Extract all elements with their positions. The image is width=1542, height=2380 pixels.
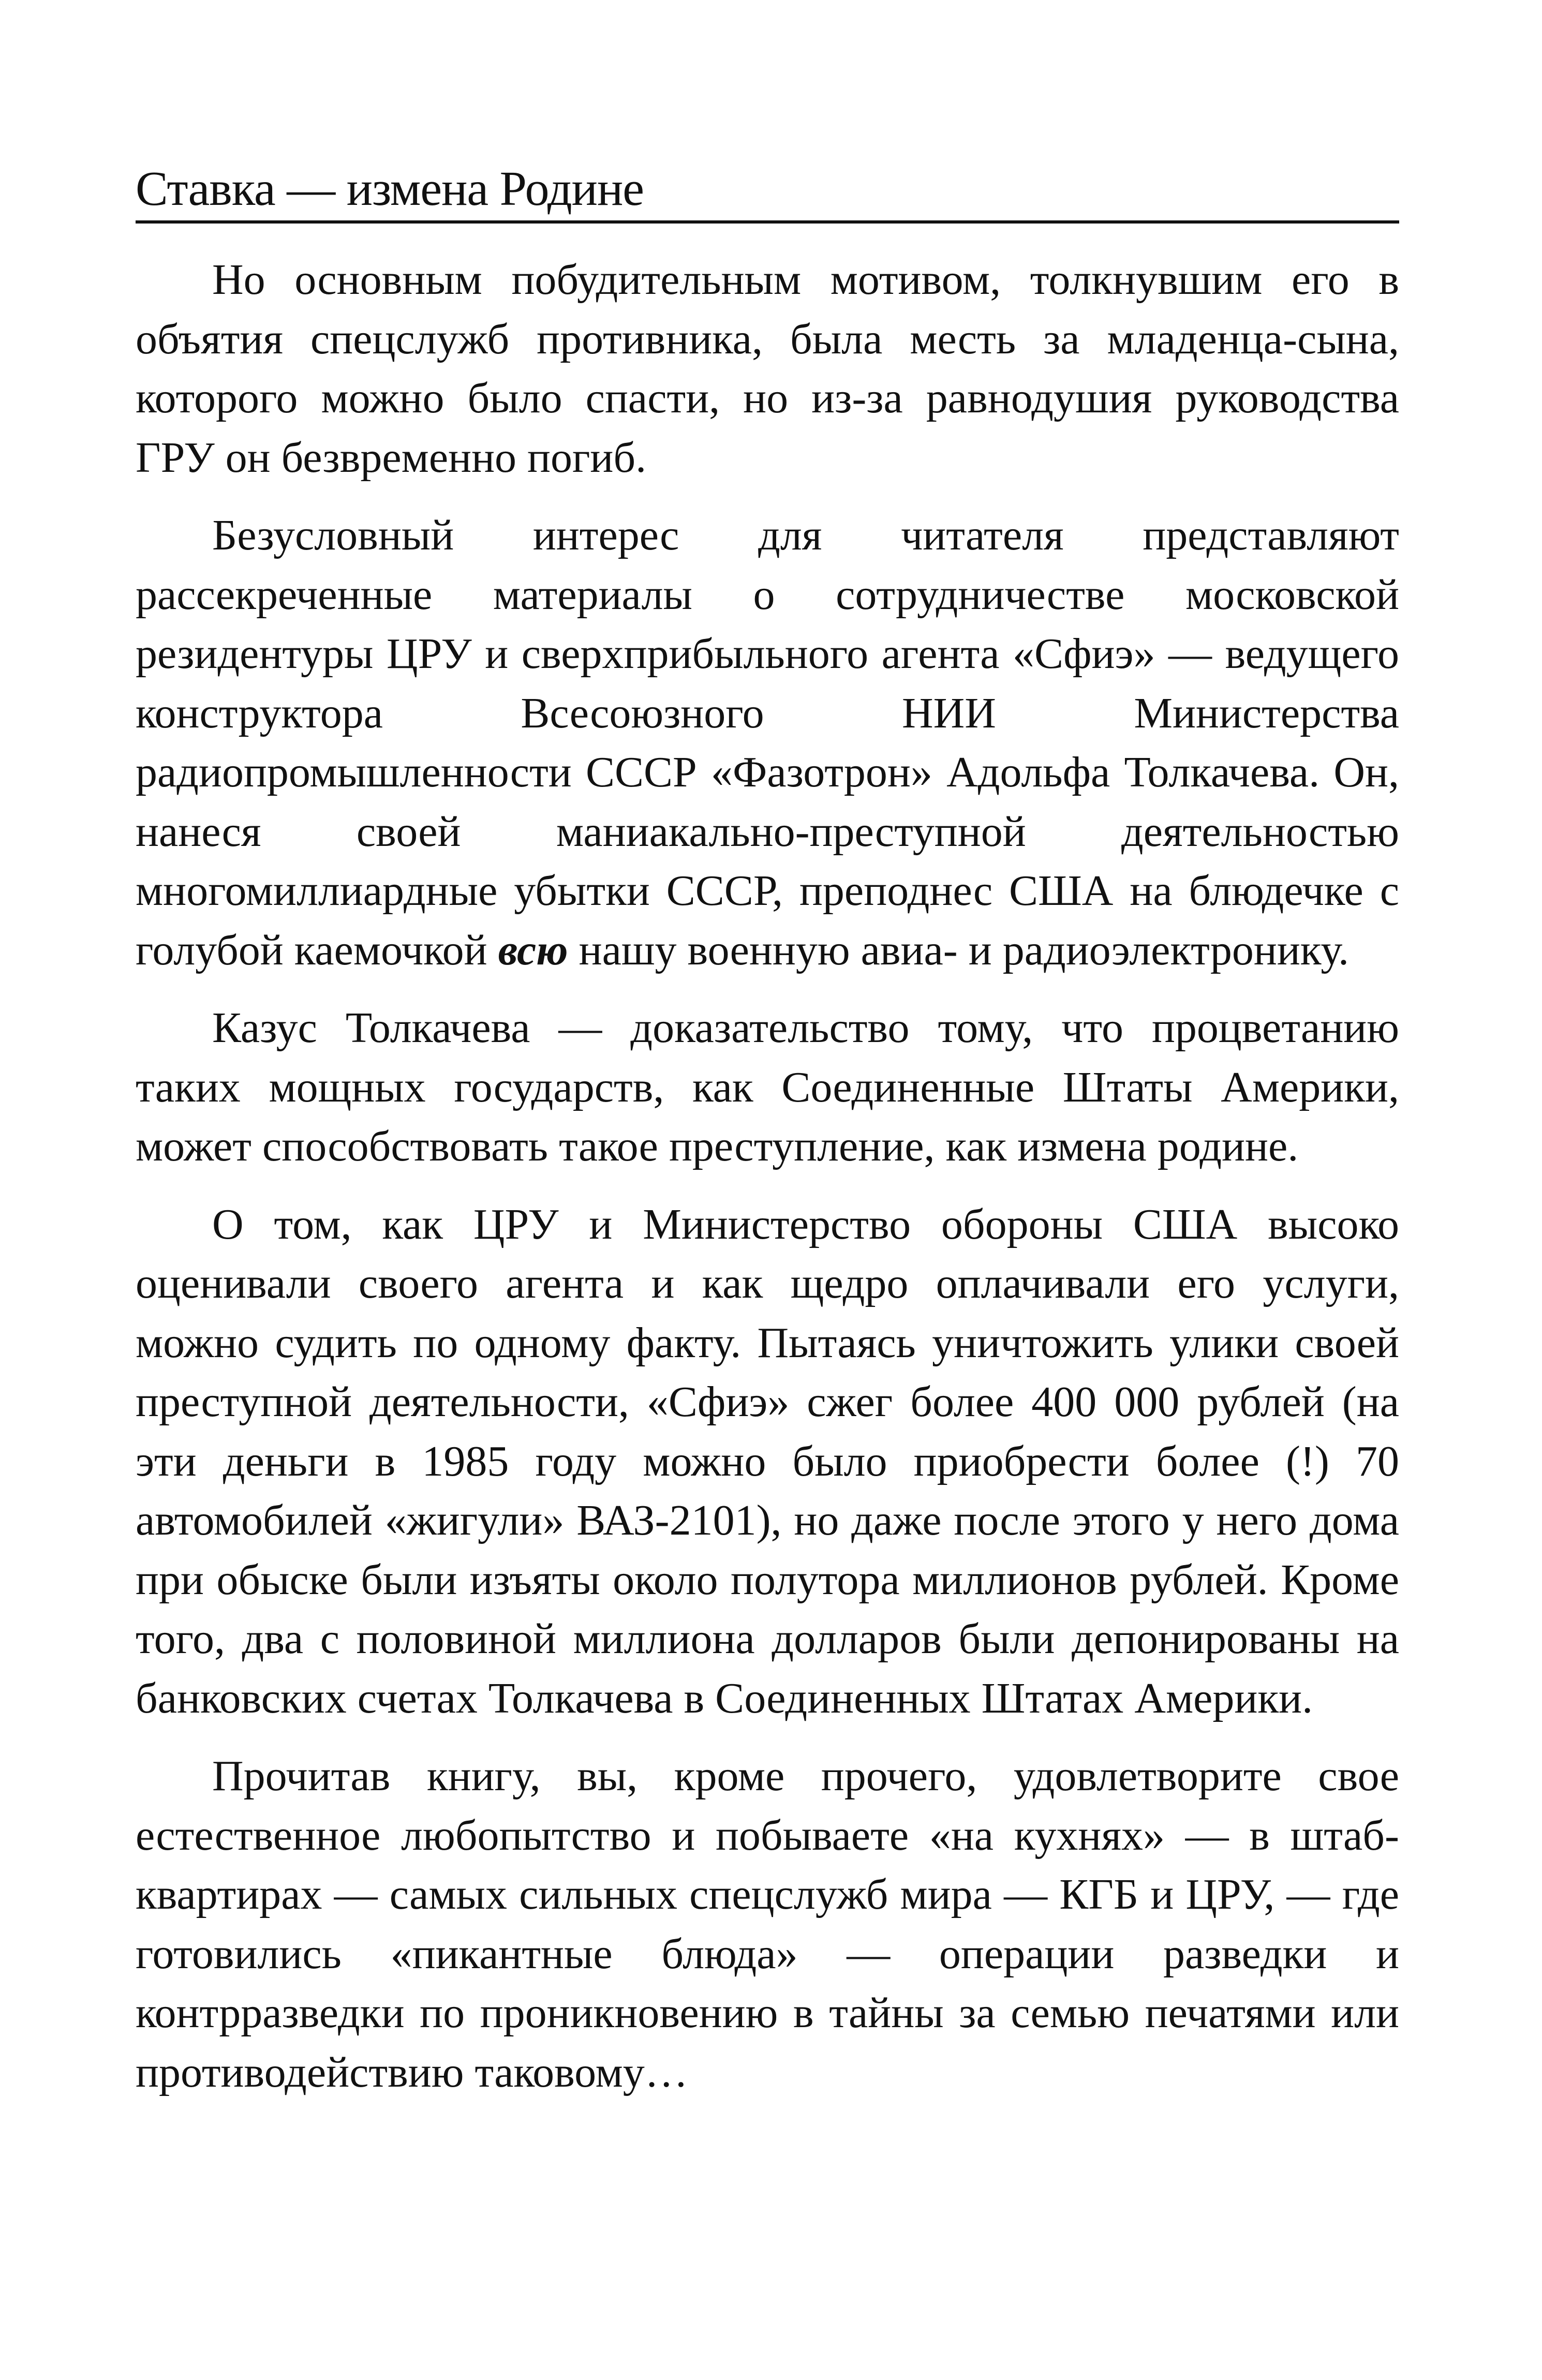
paragraph-motive-text: Но основным побудительным мотивом, толкнувшим его в объятия спецслужб противника, была месть за младенца-сына, которого можно было спасти, но из-за равнодушия руководства ГРУ он безвременно погиб. <box>136 256 1399 482</box>
paragraph-payments <box>136 1195 1399 1729</box>
body-text <box>136 250 1399 2102</box>
paragraph-closing-text: Прочитав книгу, вы, кроме прочего, удовлетворите свое естественное любопытство и побываете «на кухнях» — в штаб-квартирах — самых сильных спецслужб мира — КГБ и ЦРУ, — где готовились «пикантные блюда» — операции разведки и контрразведки по проникновению в тайны за семью печатями или противодействию таковому… <box>136 1752 1399 2096</box>
emphasis-word: всю <box>498 926 568 974</box>
paragraph-tolkachev-materials-text: Безусловный интерес для читателя представляют рассекреченные материалы о сотрудничестве московской резидентуры ЦРУ и сверхприбыльного агента «Сфиэ» — ведущего конструктора Всесоюзного НИИ Министерства радиопромышленности СССР «Фазотрон» Адольфа Толкачева. Он, нанеся своей маниакально-преступной деятельностью многомиллиардные убытки СССР, преподнес США на блюдечке с голубой каемочкой <box>136 511 1399 974</box>
paragraph-tolkachev-materials <box>136 506 1399 980</box>
paragraph-tolkachev-materials-ending: нашу военную авиа- и радиоэлектронику. <box>579 926 1349 974</box>
running-header <box>136 155 1399 224</box>
paragraph-motive <box>136 250 1399 487</box>
running-header-title: Ставка — измена Родине <box>136 162 644 216</box>
paragraph-tolkachev-case <box>136 999 1399 1177</box>
paragraph-tolkachev-case-text: Казус Толкачева — доказательство тому, что процветанию таких мощных государств, как Соединенные Штаты Америки, может способствовать такое преступление, как измена родине. <box>136 1004 1399 1170</box>
paragraph-closing <box>136 1747 1399 2102</box>
paragraph-payments-text: О том, как ЦРУ и Министерство обороны США высоко оценивали своего агента и как щедро оплачивали его услуги, можно судить по одному факту. Пытаясь уничтожить улики своей преступной деятельности, «Сфиэ» сжег более 400 000 рублей (на эти деньги в 1985 году можно было приобрести более (!) 70 автомобилей «жигули» ВАЗ-2101), но даже после этого у него дома при обыске были изъяты около полутора миллионов рублей. Кроме того, два с половиной миллиона долларов были депонированы на банковских счетах Толкачева в Соединенных Штатах Америки. <box>136 1200 1399 1722</box>
